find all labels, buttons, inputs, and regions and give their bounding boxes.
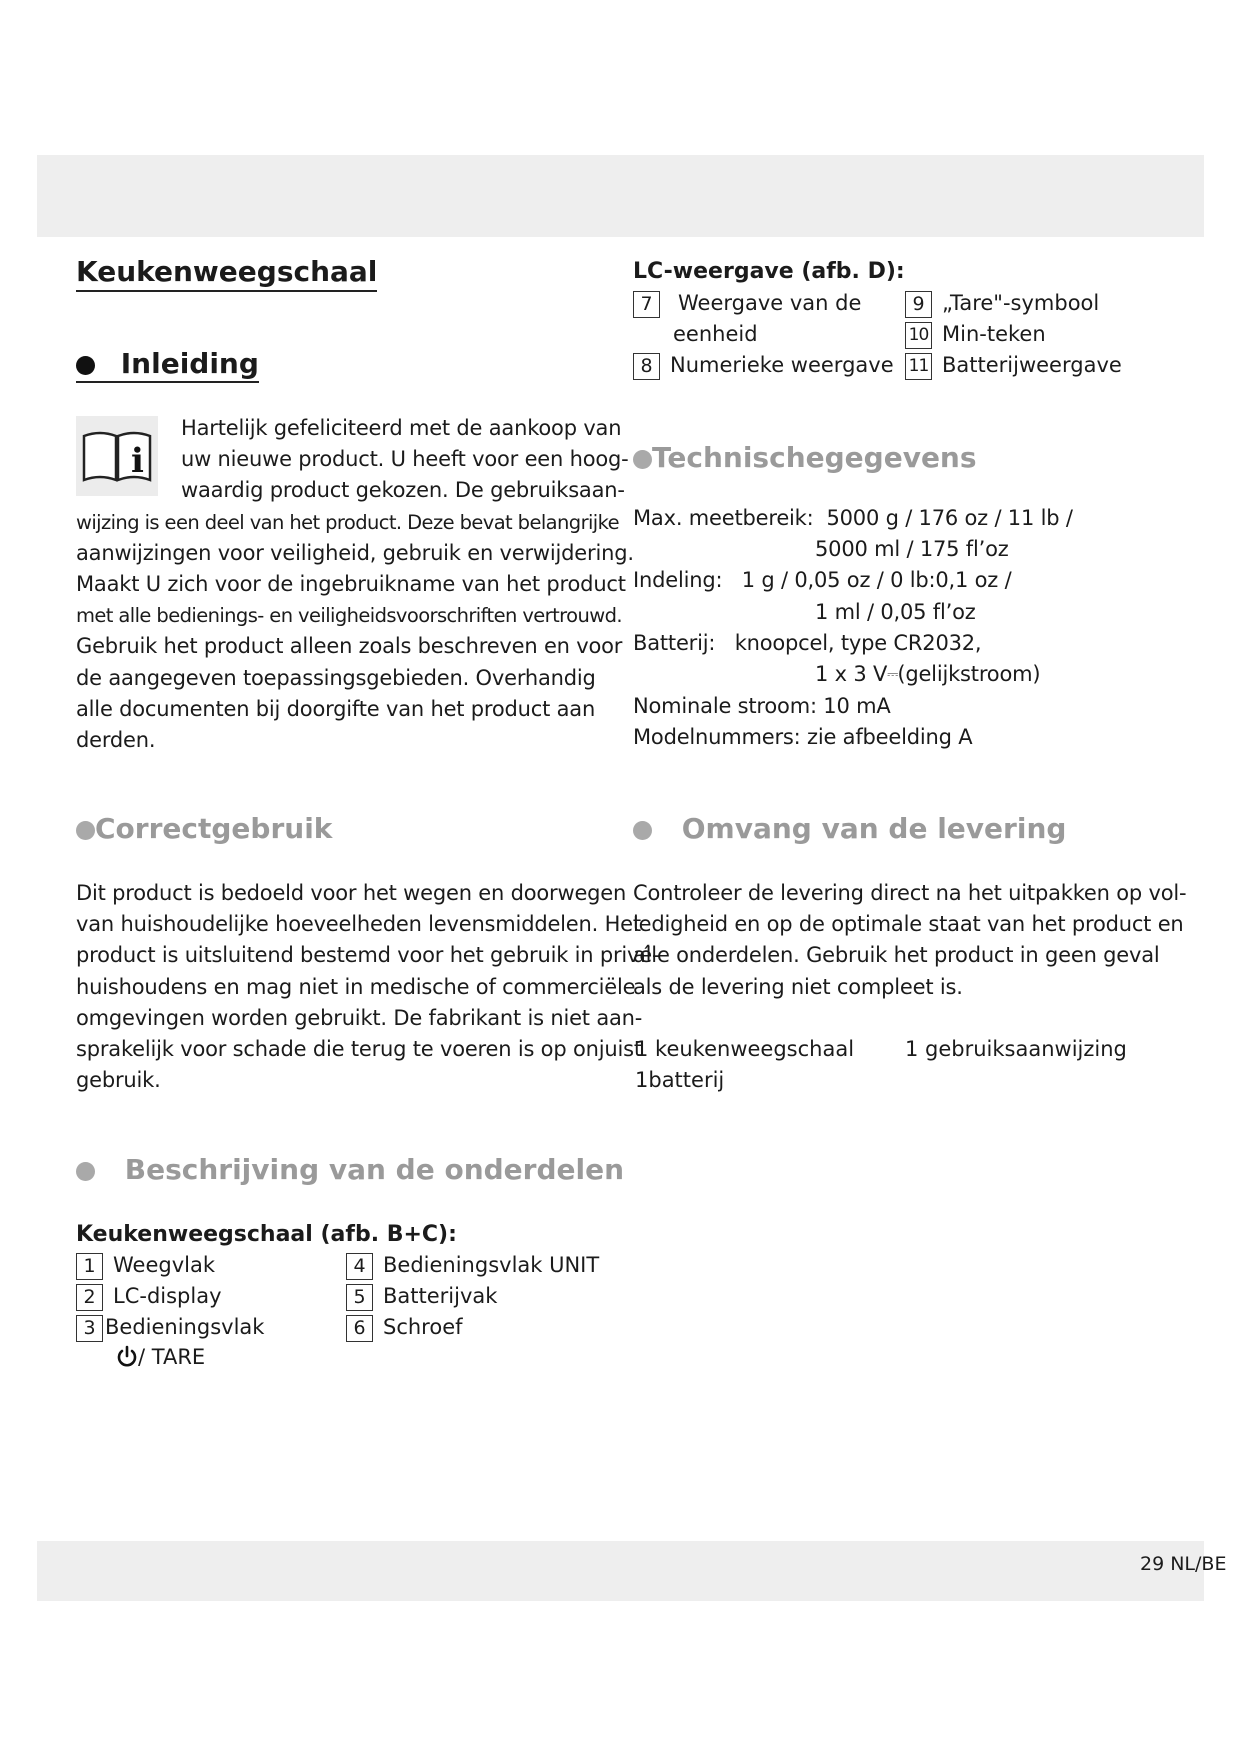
text-line: uw nieuwe product. U heeft voor een hoog- [181, 447, 629, 472]
inleiding-text [76, 413, 634, 756]
text-line: omgevingen worden gebruikt. De fabrikant is niet aan- [76, 1005, 643, 1030]
part-item: 6 Schroef [346, 1312, 463, 1343]
dc-symbol-icon: ⎓ [887, 666, 898, 683]
part-item: 1 Weegvlak [76, 1250, 215, 1281]
text-line: waardig product gekozen. De gebruiksaan- [181, 478, 625, 503]
part-item: 2 LC-display [76, 1281, 222, 1312]
text-line: huishoudens en mag niet in medische of commerciële [76, 974, 636, 999]
lcd-subheading: LC-weergave (afb. D): [633, 259, 905, 284]
beschrijving-heading: Beschrijving van de onderdelen [76, 1153, 624, 1186]
text-line: ledigheid en op de optimale staat van het product en [633, 912, 1184, 937]
part-number: 9 [905, 291, 932, 318]
part-item: 5 Batterijvak [346, 1281, 497, 1312]
text-line: alle documenten bij doorgifte van het product aan [76, 696, 596, 721]
bullet-icon [76, 821, 95, 840]
correct-text [76, 878, 659, 1096]
bullet-icon [76, 356, 95, 375]
omvang-heading: Omvang van de levering [633, 812, 1066, 845]
spec-row: 1 x 3 V⎓(gelijkstroom) [815, 662, 1041, 687]
lcd-item: 11 Batterijweergave [905, 350, 1122, 381]
bullet-icon [633, 821, 652, 840]
text-line: aanwijzingen voor veiligheid, gebruik en verwijdering. [76, 540, 634, 565]
text-line: Dit product is bedoeld voor het wegen en doorwegen [76, 881, 627, 905]
part-number: 10 [905, 322, 932, 349]
spec-row: Modelnummers: zie afbeelding A [633, 724, 973, 749]
text-line: gebruik. [76, 1068, 161, 1093]
technisch-specs [633, 503, 1193, 753]
omvang-text [633, 878, 1186, 1003]
header-band [37, 155, 1204, 237]
text-line: als de levering niet compleet is. [633, 974, 963, 999]
footer-band [37, 1541, 1204, 1601]
text-line: Gebruik het product alleen zoals beschreven en voor [76, 634, 623, 659]
bullet-icon [76, 1162, 95, 1181]
part-number: 3 [76, 1315, 103, 1342]
part-number: 1 [76, 1253, 103, 1280]
part-number: 8 [633, 353, 660, 380]
text-line: alle onderdelen. Gebruik het product in geen geval [633, 943, 1160, 968]
spec-row: 1 ml / 0,05 fl’oz [815, 599, 976, 624]
lcd-item: 7 Weergave van de [633, 288, 861, 319]
text-line: product is uitsluitend bestemd voor het gebruik in privé- [76, 943, 660, 968]
spec-row: Indeling: 1 g / 0,05 oz / 0 lb:0,1 oz / [633, 568, 1012, 593]
part-item: 4 Bedieningsvlak UNIT [346, 1250, 599, 1281]
inleiding-heading: Inleiding [76, 347, 259, 383]
text-line: Hartelijk gefeliciteerd met de aankoop van [181, 416, 622, 440]
text-line: Maakt U zich voor de ingebruikname van het product [76, 572, 626, 597]
svg-text:i: i [131, 441, 144, 481]
bullet-icon [633, 450, 652, 469]
delivery-item: 1 gebruiksaanwijzing [905, 1037, 1127, 1061]
page-title: Keukenweegschaal [76, 255, 377, 292]
page-number: 29 NL/BE [1140, 1553, 1227, 1575]
part-item: 3 Bedieningsvlak [76, 1312, 264, 1343]
spec-row: Nominale stroom: 10 mA [633, 693, 891, 718]
spec-row: Batterij: knoopcel, type CR2032, [633, 630, 982, 655]
text-line: derden. [76, 728, 156, 753]
text-line: met alle bedienings- en veiligheidsvoorschriften vertrouwd. [76, 604, 622, 628]
part-number: 7 [633, 291, 660, 318]
part-number: 5 [346, 1284, 373, 1311]
correct-heading: Correctgebruik [76, 812, 332, 845]
text-line: wijzing is een deel van het product. Deze bevat belangrijke [76, 510, 620, 534]
keukenweegschaal-subheading: Keukenweegschaal (afb. B+C): [76, 1222, 457, 1247]
text-line: van huishoudelijke hoeveelheden levensmiddelen. Het [76, 912, 641, 937]
lcd-item-continuation: eenheid [673, 322, 758, 346]
lcd-item: 9 „Tare"-symbool [905, 288, 1099, 319]
text-line: de aangegeven toepassingsgebieden. Overhandig [76, 665, 596, 690]
lcd-item: 10 Min-teken [905, 319, 1046, 350]
text-line: Controleer de levering direct na het uitpakken op vol- [633, 881, 1187, 905]
technisch-heading: Technischegegevens [633, 441, 977, 474]
delivery-item: 1batterij [635, 1068, 725, 1092]
part-number: 11 [905, 353, 932, 380]
lcd-item: 8 Numerieke weergave [633, 350, 894, 381]
spec-row: Max. meetbereik: 5000 g / 176 oz / 11 lb / [633, 506, 1073, 530]
power-icon [116, 1345, 138, 1369]
delivery-item: 1 keukenweegschaal [635, 1037, 855, 1061]
spec-row: 5000 ml / 175 fl’oz [815, 537, 1009, 562]
part-item-continuation: / TARE [116, 1342, 205, 1373]
part-number: 4 [346, 1253, 373, 1280]
text-line: sprakelijk voor schade die terug te voeren is op onjuist [76, 1037, 642, 1062]
part-number: 2 [76, 1284, 103, 1311]
part-number: 6 [346, 1315, 373, 1342]
